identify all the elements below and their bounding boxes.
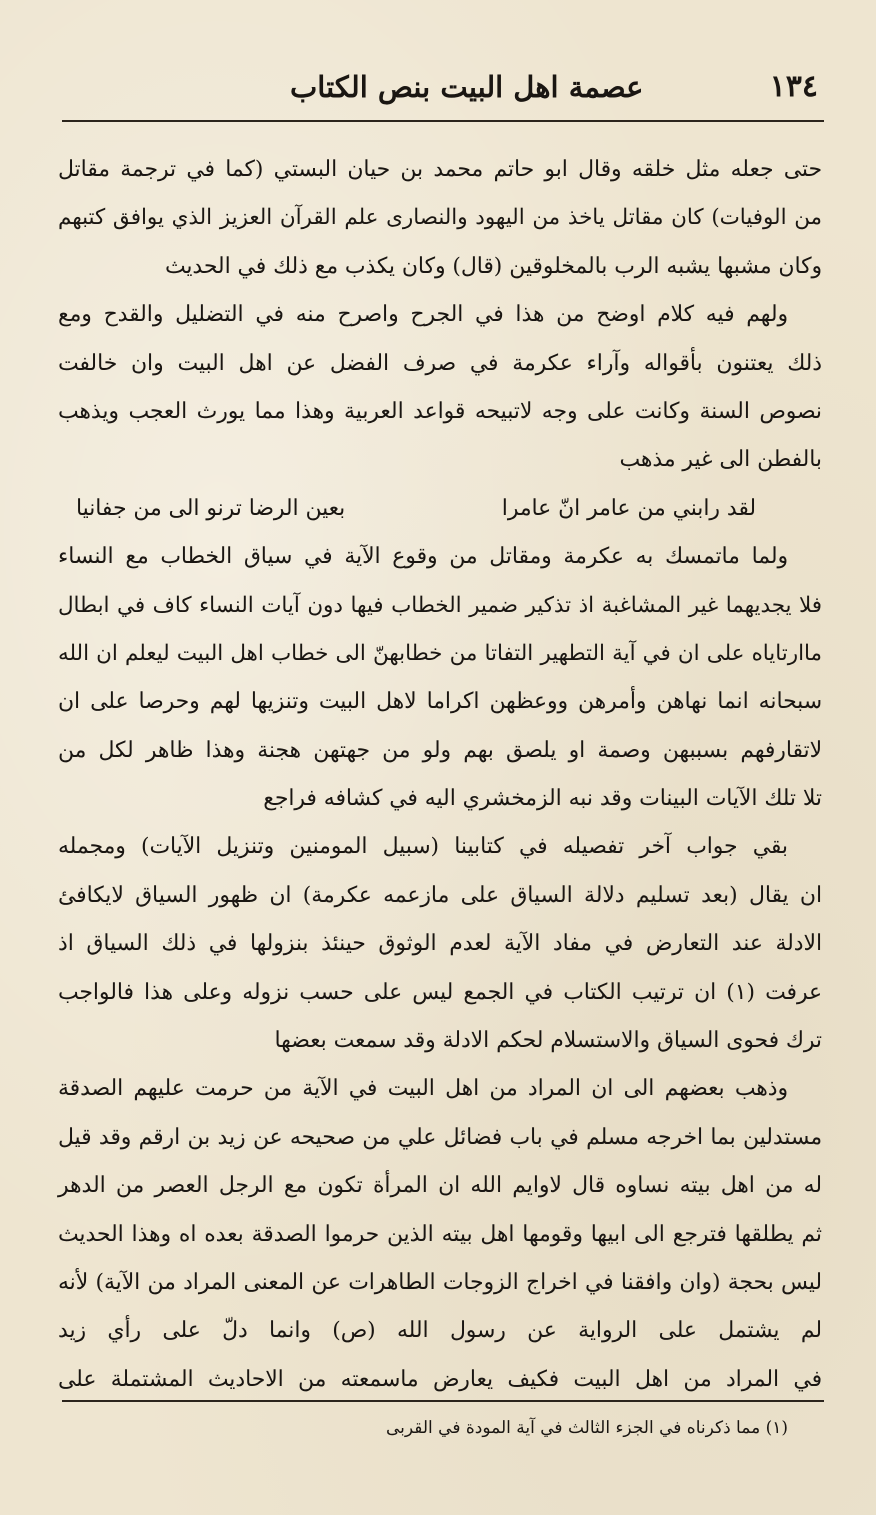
- footnote: (١) مما ذكرناه في الجزء الثالث في آية المودة في القربى: [386, 1418, 788, 1438]
- text-line: الادلة عند التعارض في مفاد الآية لعدم الوثوق حينئذ بنزولها في ذلك السياق اذ: [58, 931, 822, 957]
- body-text: [58, 146, 822, 1404]
- page-header: [60, 58, 818, 110]
- text-line: له من اهل بيته نساوه قال لاوايم الله ان المرأة تكون مع الرجل العصر من الدهر: [58, 1173, 822, 1199]
- text-line: تلا تلك الآيات البينات وقد نبه الزمخشري اليه في كشافه فراجع: [263, 786, 822, 812]
- text-line: ولهم فيه كلام اوضح من هذا في الجرح واصرح منه في التضليل والقدح ومع: [58, 302, 788, 328]
- text-line: ثم يطلقها فترجع الى ابيها وقومها اهل بيته الذين حرموا الصدقة بعده اه وهذا الحديث: [58, 1221, 822, 1247]
- running-title: عصمة اهل البيت بنص الكتاب: [290, 70, 644, 104]
- verse-hemistich-second: بعين الرضا ترنو الى من جفانيا: [76, 495, 346, 521]
- text-line: وذهب بعضهم الى ان المراد من اهل البيت في الآية من حرمت عليهم الصدقة: [58, 1076, 788, 1102]
- footnote-rule: [62, 1400, 824, 1402]
- text-line: في المراد من اهل البيت فكيف يعارض ماسمعته من الاحاديث المشتملة على: [58, 1366, 822, 1392]
- text-line: ولما ماتمسك به عكرمة ومقاتل من وقوع الآية في سياق الخطاب مع النساء: [58, 544, 788, 570]
- text-line: ذلك يعتنون بأقواله وآراء عكرمة في صرف الفضل عن اهل البيت وان خالفت: [58, 350, 822, 376]
- text-line: ماارتاياه على ان في آية التطهير التفاتا من خطابهنّ الى خطاب اهل البيت ليعلم ان الله: [58, 640, 822, 666]
- text-line: وكان مشبها يشبه الرب بالمخلوقين (قال) وكان يكذب مع ذلك في الحديث: [164, 253, 822, 279]
- text-line: ليس بحجة (وان وافقنا في اخراج الزوجات الطاهرات عن المعنى المراد من الآية) لأنه: [58, 1269, 822, 1295]
- text-line: ترك فحوى السياق والاستسلام لحكم الادلة وقد سمعت بعضها: [274, 1028, 822, 1054]
- text-line: سبحانه انما نهاهن وأمرهن ووعظهن اكراما لاهل البيت وتنزيها لهم وحرصا على ان: [58, 689, 822, 715]
- text-line: حتى جعله مثل خلقه وقال ابو حاتم محمد بن حيان البستي (كما في ترجمة مقاتل: [58, 157, 822, 182]
- text-line: بالفطن الى غير مذهب: [619, 447, 822, 473]
- text-line: فلا يجديهما غير المشاغبة اذ تذكير ضمير الخطاب فيها دون آيات النساء كاف في ابطال: [58, 592, 822, 618]
- page-number: ١٣٤: [769, 69, 818, 104]
- text-line: لم يشتمل على الرواية عن رسول الله (ص) وانما دلّ على رأي زيد: [58, 1318, 822, 1344]
- text-line: ان يقال (بعد تسليم دلالة السياق على مازعمه عكرمة) ان ظهور السياق لايكافئ: [58, 882, 822, 908]
- text-line: نصوص السنة وكانت على وجه لاتبيحه قواعد العربية وهذا مما يورث العجب ويذهب: [58, 398, 822, 424]
- text-line: من الوفيات) كان مقاتل ياخذ من اليهود والنصارى علم القرآن العزيز الذي يوافق كتبهم: [58, 205, 822, 231]
- poetry-verse: [58, 485, 822, 533]
- text-line: مستدلين بما اخرجه مسلم في باب فضائل علي من صحيحه عن زيد بن ارقم وقد قيل: [58, 1124, 822, 1150]
- text-line: بقي جواب آخر تفصيله في كتابينا (سبيل المومنين وتنزيل الآيات) ومجمله: [58, 834, 788, 860]
- header-rule: [62, 120, 824, 122]
- text-line: لاتقارفهم بسببهن وصمة او يلصق بهم ولو من جهتهن هجنة وهذا ظاهر لكل من: [58, 737, 822, 763]
- verse-hemistich-first: لقد رابني من عامر انّ عامرا: [501, 495, 756, 521]
- text-line: عرفت (١) ان ترتيب الكتاب في الجمع ليس على حسب نزوله وعلى هذا فالواجب: [58, 979, 822, 1005]
